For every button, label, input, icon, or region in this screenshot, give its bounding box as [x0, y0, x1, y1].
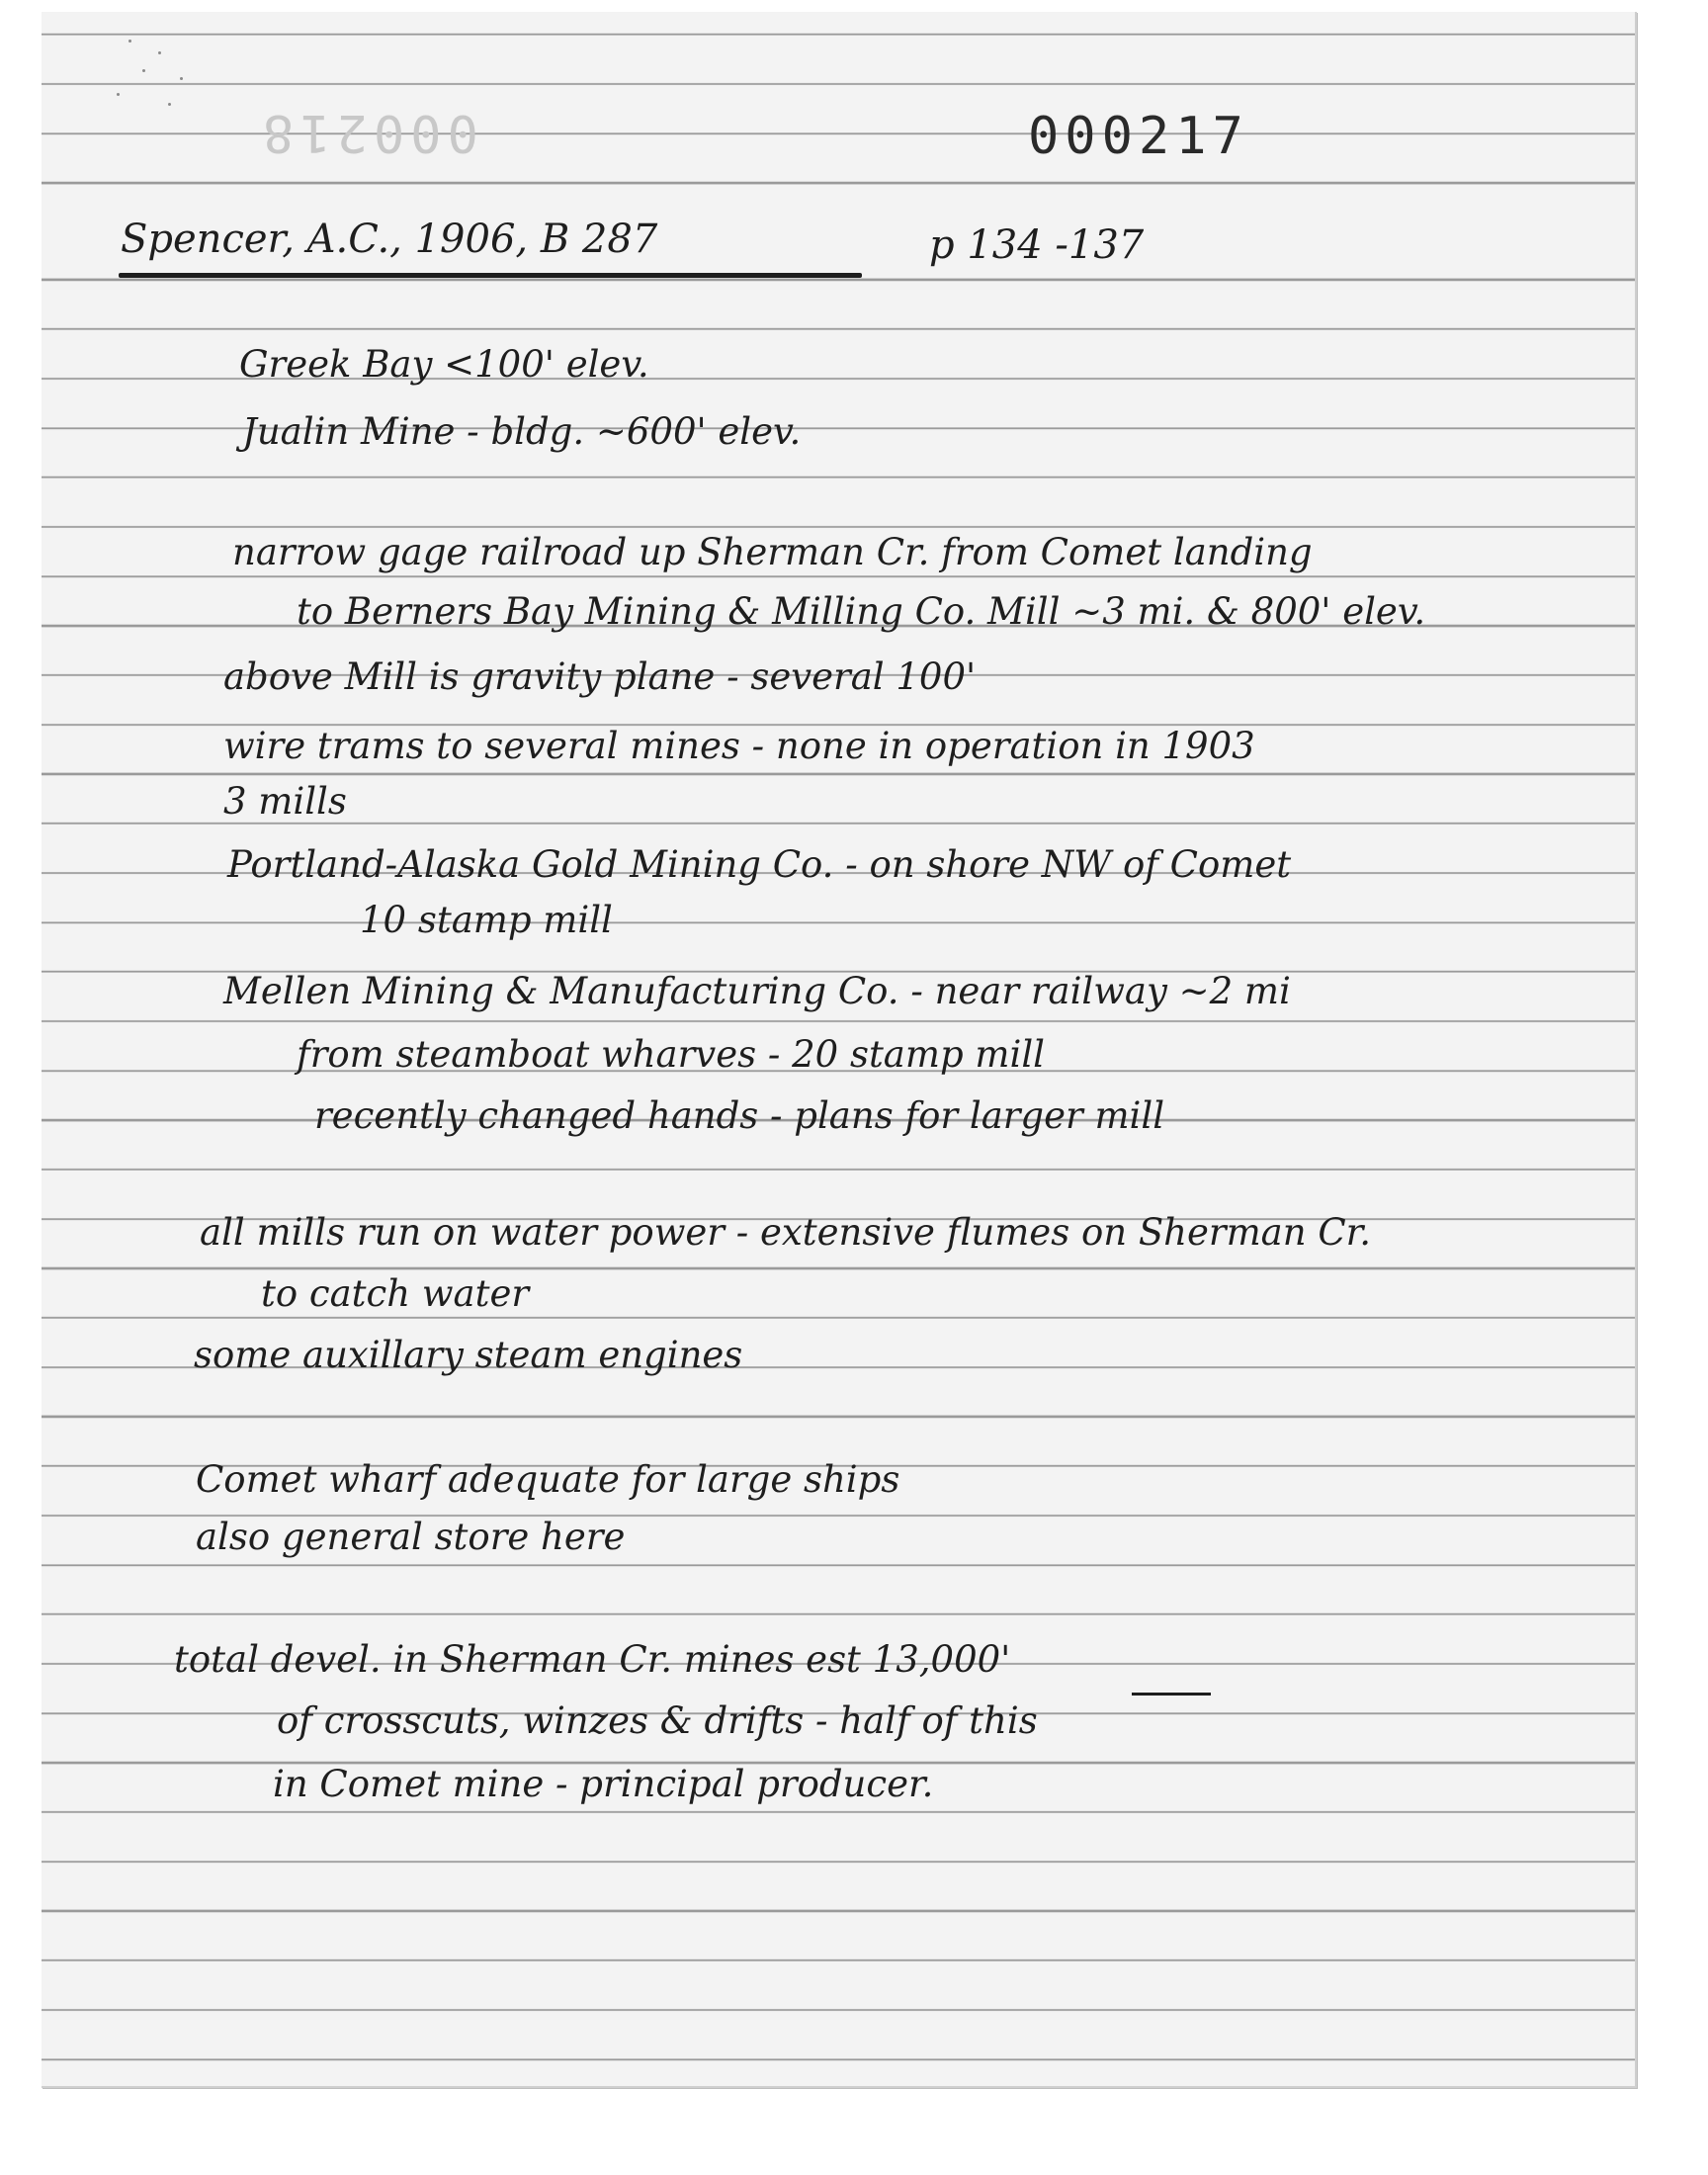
- citation-pages: p 134 -137: [929, 222, 1145, 268]
- paper-speck: [168, 103, 171, 106]
- note-line: Jualin Mine - bldg. ~600' elev.: [242, 410, 802, 453]
- note-line: narrow gage railroad up Sherman Cr. from Comet landing: [232, 531, 1313, 573]
- document-stamp-number: 000217: [1028, 107, 1249, 166]
- citation-underline: [119, 273, 862, 278]
- note-line: Mellen Mining & Manufacturing Co. - near railway ~2 mi: [223, 970, 1291, 1012]
- note-line: Greek Bay <100' elev.: [239, 343, 649, 386]
- paper-speck: [142, 69, 145, 72]
- bleed-through-stamp: 000218: [257, 103, 478, 162]
- note-line: to Berners Bay Mining & Milling Co. Mill ~3 mi. & 800' elev.: [297, 590, 1426, 633]
- note-line: Comet wharf adequate for large ships: [196, 1458, 900, 1501]
- note-line: to catch water: [261, 1272, 530, 1315]
- note-line: 10 stamp mill: [360, 899, 613, 941]
- note-line: total devel. in Sherman Cr. mines est 13,000': [174, 1638, 1011, 1681]
- paper-speck: [158, 51, 161, 54]
- note-line: all mills run on water power - extensive flumes on Sherman Cr.: [200, 1211, 1372, 1254]
- note-line: Portland-Alaska Gold Mining Co. - on shore NW of Comet: [227, 843, 1292, 886]
- note-line: also general store here: [196, 1516, 626, 1558]
- note-line: above Mill is gravity plane - several 100': [223, 655, 977, 698]
- citation: Spencer, A.C., 1906, B 287: [121, 217, 658, 262]
- paper-speck: [128, 40, 131, 43]
- note-line: from steamboat wharves - 20 stamp mill: [297, 1033, 1045, 1076]
- note-line: recently changed hands - plans for larger mill: [314, 1094, 1165, 1137]
- paper-speck: [180, 77, 183, 80]
- note-line: in Comet mine - principal producer.: [273, 1763, 934, 1805]
- est-underline: [1132, 1693, 1211, 1696]
- note-line: some auxillary steam engines: [194, 1334, 743, 1376]
- note-line: 3 mills: [223, 780, 347, 823]
- note-line: of crosscuts, winzes & drifts - half of this: [277, 1699, 1038, 1742]
- paper-speck: [117, 93, 120, 96]
- note-line: wire trams to several mines - none in operation in 1903: [223, 725, 1255, 767]
